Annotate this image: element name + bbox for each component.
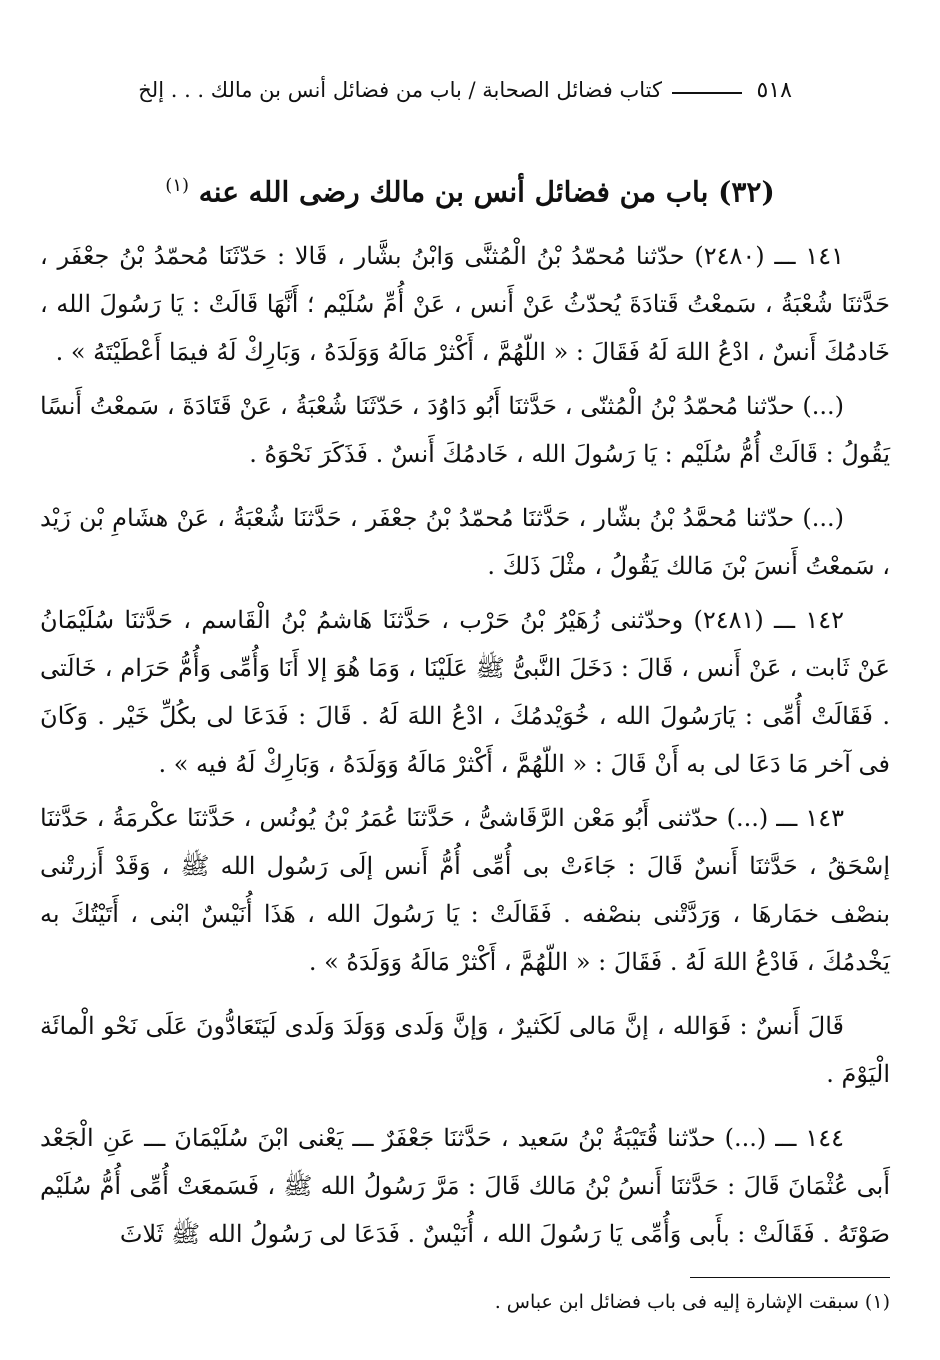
footnote: (١) سبقت الإشارة إليه فى باب فضائل ابن عباس . xyxy=(494,1291,890,1313)
page-number: ٥١٨ xyxy=(756,78,792,103)
hadith-141-variant-2: (...) حدّثنا مُحمَّدُ بْنُ بشّار ، حَدَّثنَا مُحمّدُ بْنُ جعْفَر ، حَدَّثنَا شُعْبَةُ ، عَنْ هشَامِ بْن زَيْد ، سَمعْتُ أَنسَ بْنَ مَالك يَقُولُ ، مثْلَ ذَلكَ . xyxy=(40,504,890,580)
footnote-rule xyxy=(690,1277,890,1278)
hadith-141-variant-1: (...) حدّثنا مُحمّدُ بْنُ الْمُثنّى ، حَدَّثنَا أَبُو دَاوُدَ ، حَدّثَنَا شُعْبَةُ ، عَنْ قَتَادَةَ ، سَمعْتُ أَنسًا يَقُولُ : قَالَتْ أُمُّ سُلَيْم : يَا رَسُولَ الله ، خَادمُكَ أَنسٌ . فَذَكَرَ نَحْوَهُ . xyxy=(40,392,890,468)
running-title: كتاب فضائل الصحابة / باب من فضائل أنس بن مالك . . . إلخ xyxy=(138,78,662,102)
hadith-141: ١٤١ ـــ (٢٤٨٠) حدّثنا مُحمّدُ بْنُ الْمُثنَّى وَابْنُ بشَّار ، قَالا : حَدّثَنَا مُحمّدُ بْنُ جعْفَر ، حَدَّثنَا شُعْبَةُ ، سَمعْتُ قَتادَةَ يُحدّثُ عَنْ أَنس ، عَنْ أُمِّ سُلَيْم ؛ أَنَّهَا قَالَتْ : يَا رَسُولَ الله ، خَادمُكَ أَنسٌ ، ادْعُ اللهَ لَهُ فَقَالَ : « اللّهُمَّ ، أَكْثرْ مَالَهُ وَوَلَدَهُ ، وَبَارِكْ لَهُ فيمَا أَعْطَيْتَهُ » . xyxy=(40,242,890,366)
footnote-marker: (١) xyxy=(165,175,190,196)
hadith-143: ١٤٣ ـــ (...) حدّثنى أَبُو مَعْن الرَّقَاشىُّ ، حَدَّثنَا عُمَرُ بْنُ يُونُس ، حَدَّثنَا عكْرمَةُ ، حَدَّثنَا إسْحَقُ ، حَدَّثنَا أَنسٌ قَالَ : جَاءَتْ بى أُمِّى أُمُّ أَنس إلَى رَسُول الله ﷺ ، وَقَدْ أَزرتْنى بنصْف خمَارهَا ، وَرَدَّتْنى بنصْفه . فَقَالَتْ : يَا رَسُولَ الله ، هَذَا أُنَيْسٌ ابْنى ، أَتَيْتُكَ به يَخْدمُكَ ، فَادْعُ اللهَ لَهُ . فَقَالَ : « اللّهُمَّ ، أَكْثرْ مَالَهُ وَوَلَدَهُ » . xyxy=(40,804,890,976)
anas-statement: قَالَ أَنسٌ : فَوَالله ، إنَّ مَالى لَكَثيرٌ ، وَإنَّ وَلَدى وَوَلَدَ وَلَدى لَيَتَعَادُّونَ عَلَى نَحْو الْمائَة الْيَوْمَ . xyxy=(40,1012,890,1088)
chapter-title xyxy=(40,175,900,208)
hadith-142: ١٤٢ ـــ (٢٤٨١) وحدّثنى زُهَيْرُ بْنُ حَرْب ، حَدَّثنَا هَاشمُ بْنُ الْقَاسم ، حَدَّثنَا سُلَيْمَانُ عَنْ ثَابت ، عَنْ أَنس ، قَالَ : دَخَلَ النَّبىُّ ﷺ عَلَيْنَا ، وَمَا هُوَ إلا أَنَا وَأُمِّى وَأُمُّ حَرَام ، خَالَتى . فَقَالَتْ أُمِّى : يَارَسُولَ الله ، خُوَيْدمُكَ ، ادْعُ اللهَ لَهُ . قَالَ : فَدَعَا لى بكُلِّ خَيْر . وَكَانَ فى آخر مَا دَعَا لى به أَنْ قَالَ : « اللّهُمَّ ، أَكْثرْ مَالَهُ وَوَلَدَهُ ، وَبَارِكْ لَهُ فيه » . xyxy=(40,606,890,778)
hadith-144: ١٤٤ ـــ (...) حدّثنا قُتَيْبَةُ بْنُ سَعيد ، حَدَّثنَا جَعْفَرٌ ـــ يَعْنى ابْنَ سُلَيْمَانَ ـــ عَنِ الْجَعْد أَبى عُثْمَانَ قَالَ : حَدَّثنَا أَنسُ بْنُ مَالك قَالَ : مَرَّ رَسُولُ الله ﷺ ، فَسَمعَتْ أُمِّى أُمُّ سُلَيْم صَوْتَهُ . فَقَالَتْ : بأَبى وَأُمِّى يَا رَسُولَ الله ، أُنَيْسٌ . فَدَعَا لى رَسُولُ الله ﷺ ثَلاثَ xyxy=(40,1124,890,1248)
running-header xyxy=(40,72,792,112)
chapter-title-text: (٣٢) باب من فضائل أنس بن مالك رضى الله عنه xyxy=(198,175,775,209)
body-text xyxy=(40,232,890,1274)
header-rule xyxy=(672,92,742,94)
